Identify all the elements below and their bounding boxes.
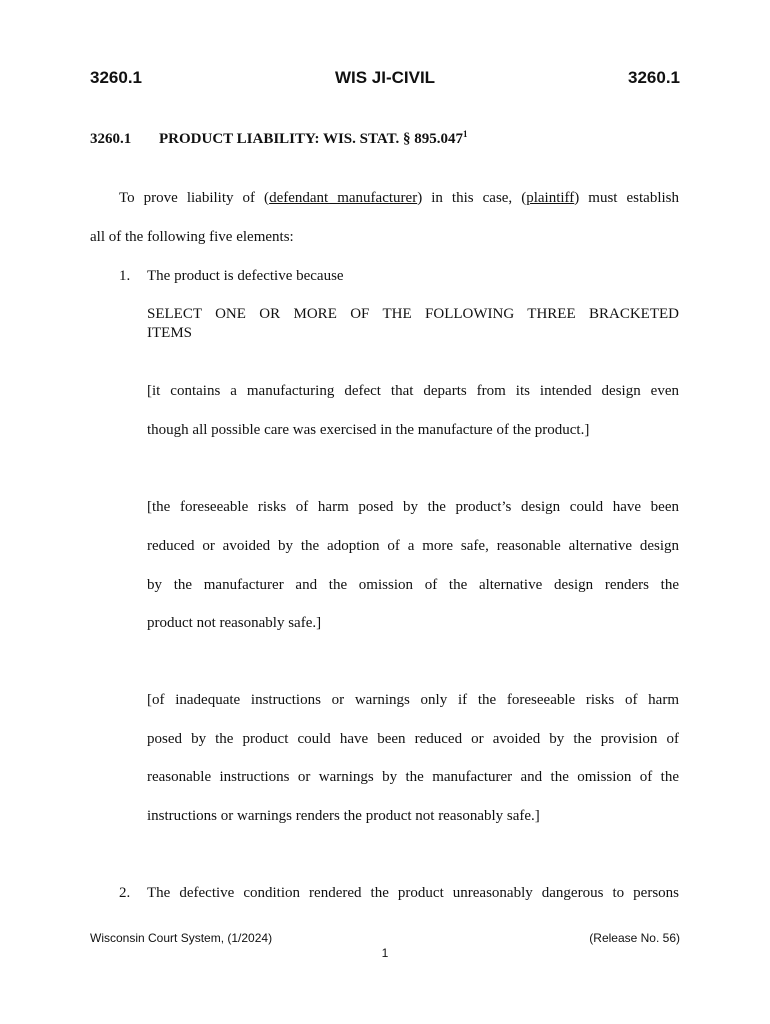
page-number: 1 bbox=[381, 946, 389, 960]
element-2-text: The defective condition rendered the product unreasonably dangerous to persons bbox=[147, 885, 679, 901]
item-c-line-4: instructions or warnings renders the product not reasonably safe.] bbox=[147, 808, 540, 824]
footnote-marker: 1 bbox=[462, 129, 468, 139]
footer-release: (Release No. 56) bbox=[589, 931, 680, 945]
header-right-number: 3260.1 bbox=[628, 68, 680, 87]
item-b-line-3: by the manufacturer and the omission of the alternative design renders the bbox=[147, 577, 679, 593]
item-c-line-1: [of inadequate instructions or warnings only if the foreseeable risks of harm bbox=[147, 692, 679, 708]
element-2-number: 2. bbox=[119, 885, 131, 901]
element-1-text: The product is defective because bbox=[147, 268, 344, 284]
header-left-number: 3260.1 bbox=[90, 68, 142, 87]
item-a-line-2: though all possible care was exercised in the manufacture of the product.] bbox=[147, 422, 590, 438]
section-number: 3260.1 bbox=[90, 131, 132, 147]
item-b-line-1: [the foreseeable risks of harm posed by the product’s design could have been bbox=[147, 499, 679, 515]
intro-text-a: To prove liability of ( bbox=[119, 190, 270, 206]
item-b-line-2: reduced or avoided by the adoption of a more safe, reasonable alternative design bbox=[147, 538, 679, 554]
section-title-text: PRODUCT LIABILITY: WIS. STAT. § 895.047 bbox=[159, 131, 463, 147]
instruction-line-1: SELECT ONE OR MORE OF THE FOLLOWING THREE BRACKETED bbox=[147, 306, 679, 322]
intro-line-1 bbox=[119, 189, 679, 207]
intro-text-c: ) must establish bbox=[574, 190, 679, 206]
instruction-line-2: ITEMS bbox=[147, 325, 192, 341]
intro-text-b: ) in this case, ( bbox=[417, 190, 527, 206]
intro-line-2: all of the following five elements: bbox=[90, 229, 294, 245]
plaintiff-placeholder: plaintiff bbox=[526, 190, 575, 206]
section-title bbox=[159, 131, 467, 148]
element-1-number: 1. bbox=[119, 268, 131, 284]
item-c-line-2: posed by the product could have been reduced or avoided by the provision of bbox=[147, 731, 679, 747]
item-a-line-1: [it contains a manufacturing defect that departs from its intended design even bbox=[147, 383, 679, 399]
defendant-placeholder: defendant manufacturer bbox=[269, 190, 418, 206]
header-title: WIS JI-CIVIL bbox=[334, 68, 436, 87]
footer-source: Wisconsin Court System, (1/2024) bbox=[90, 931, 273, 945]
item-b-line-4: product not reasonably safe.] bbox=[147, 615, 322, 631]
item-c-line-3: reasonable instructions or warnings by the manufacturer and the omission of the bbox=[147, 769, 679, 785]
